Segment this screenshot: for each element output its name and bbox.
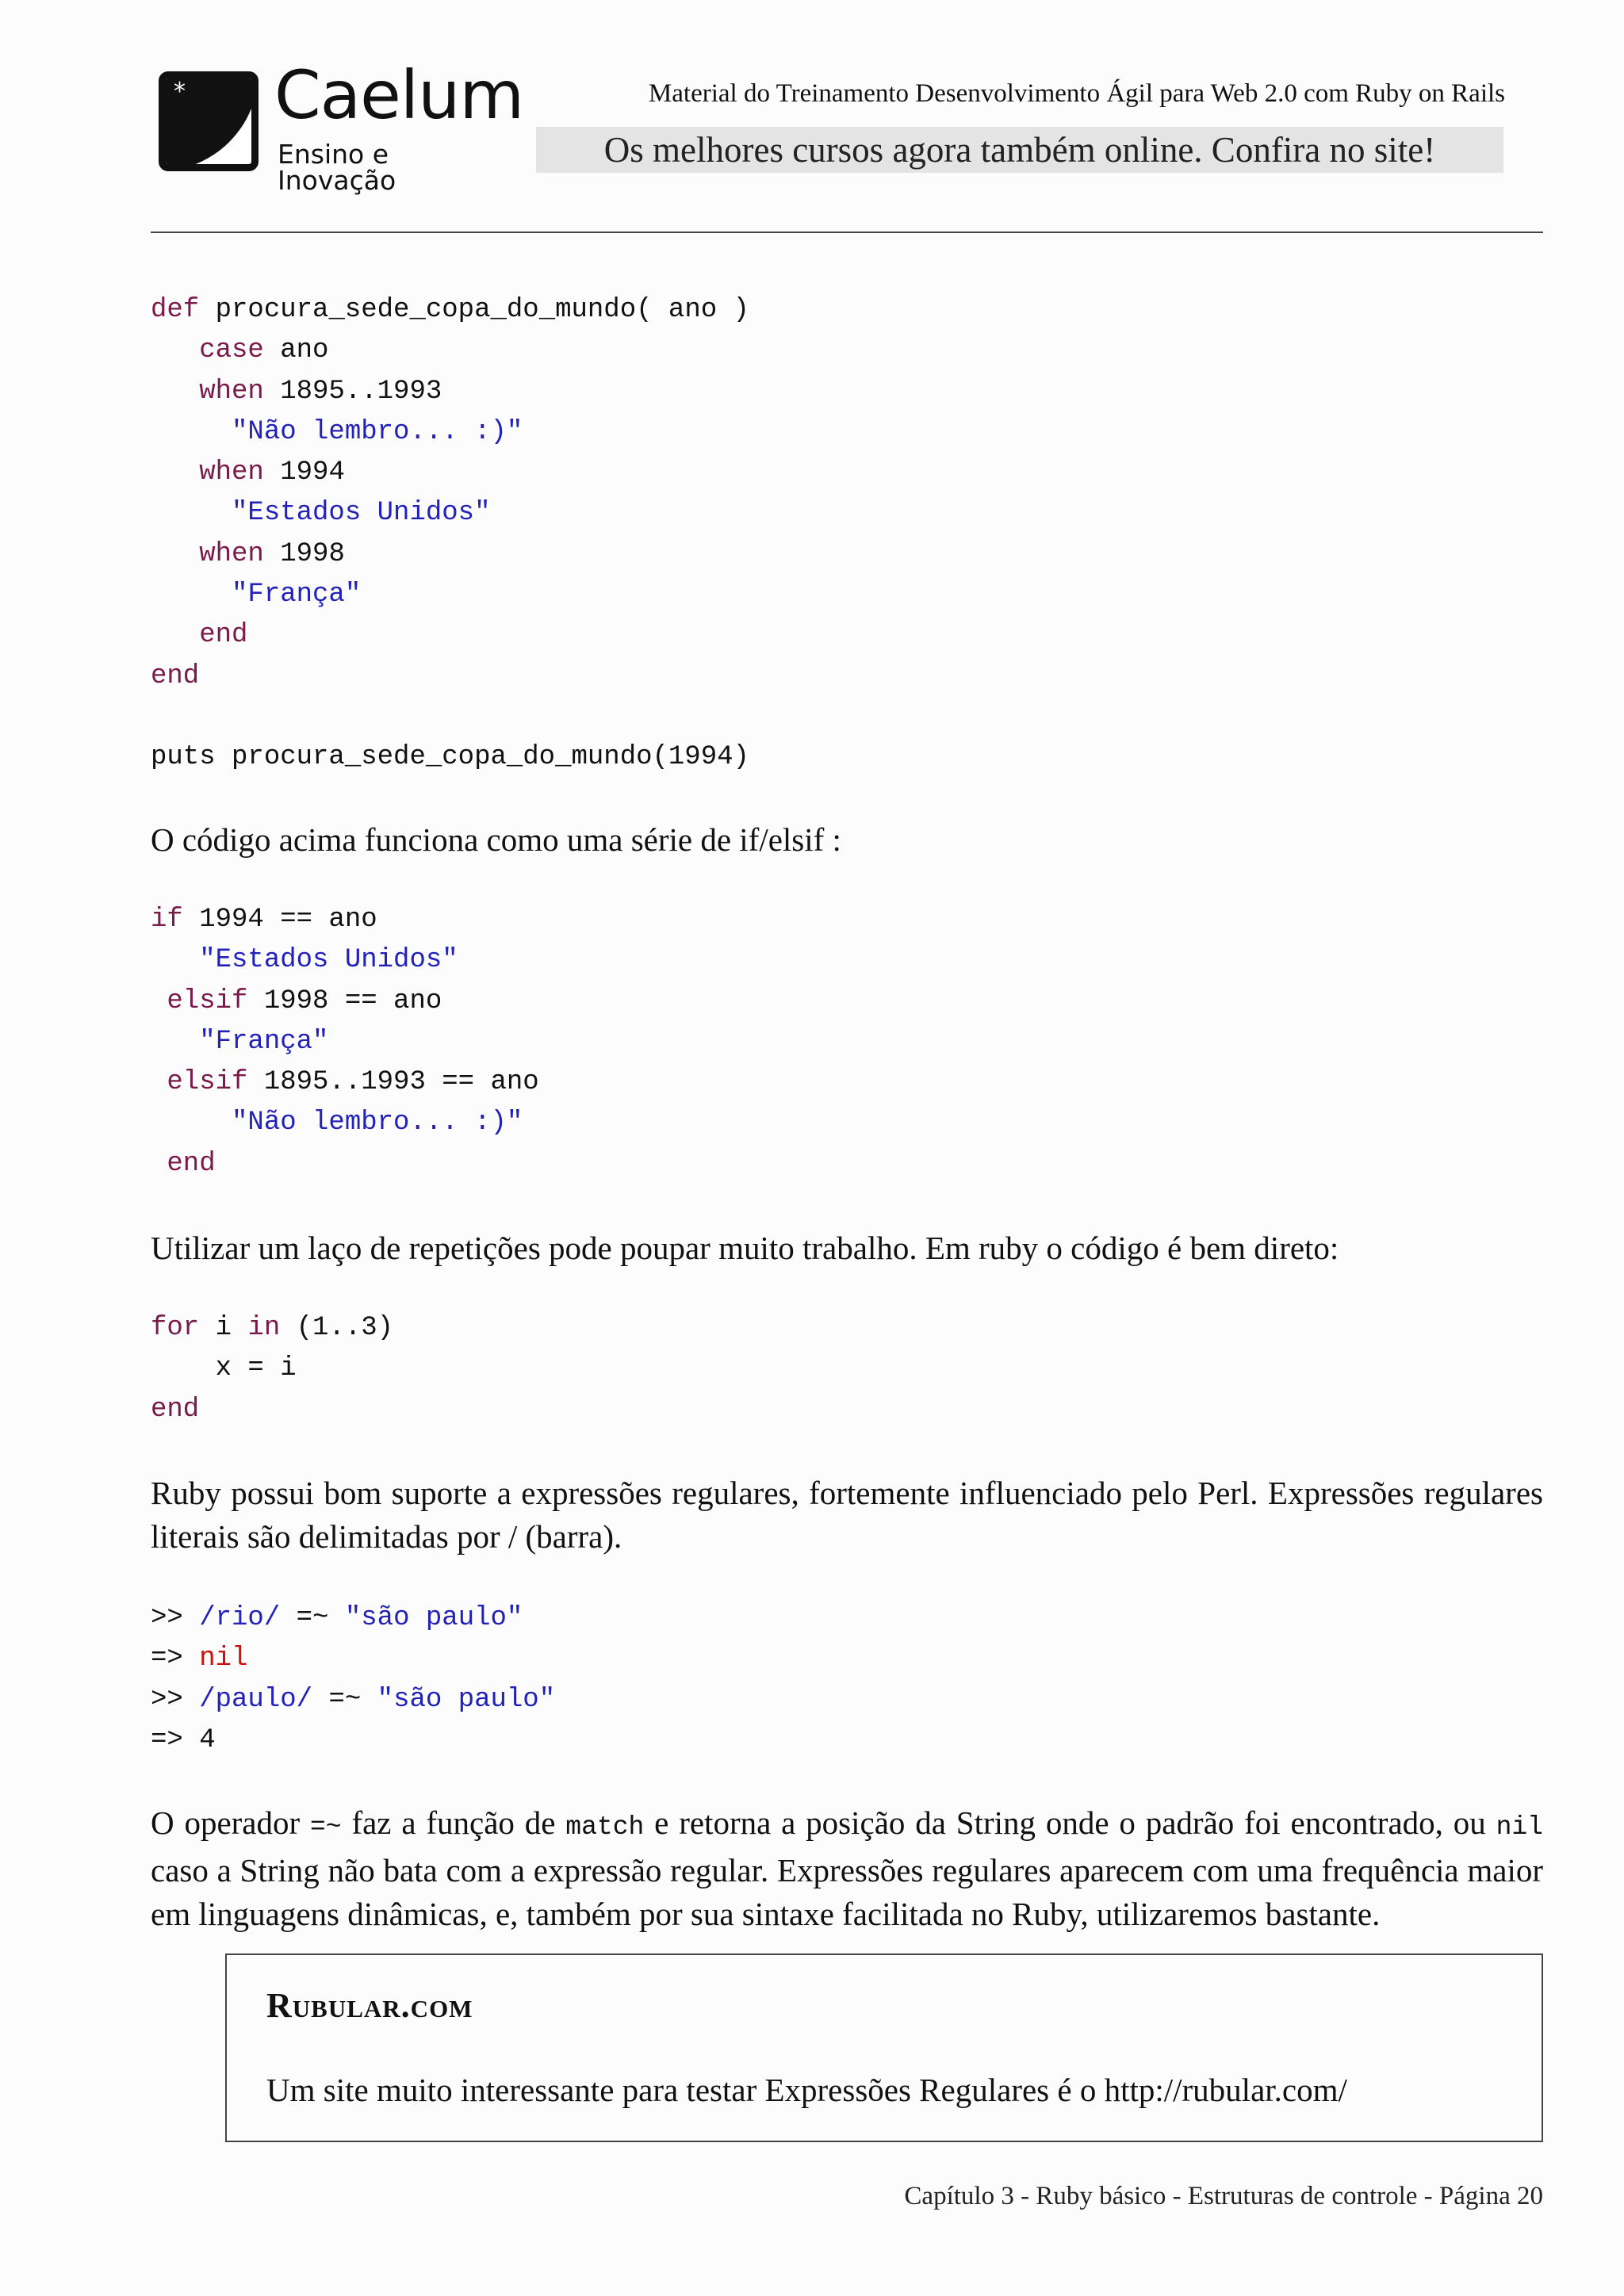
page-footer: Capítulo 3 - Ruby básico - Estruturas de controle - Página 20 xyxy=(904,2182,1543,2210)
code-line: for i in (1..3) xyxy=(151,1313,394,1343)
rubular-callout-box xyxy=(225,1954,1543,2142)
callout-body: Um site muito interessante para testar Expressões Regulares é o http://rubular.com/ xyxy=(266,2072,1347,2108)
code-line: end xyxy=(151,1148,216,1179)
caelum-logo xyxy=(159,56,524,196)
code-line: "Não lembro... :)" xyxy=(151,416,523,447)
training-title: Material do Treinamento Desenvolvimento Ágil para Web 2.0 com Ruby on Rails xyxy=(648,79,1505,108)
code-line: end xyxy=(151,620,248,651)
logo-tagline: Ensino e Inovação xyxy=(278,139,396,196)
code-block-case xyxy=(151,290,749,779)
callout-title: Rubular.com xyxy=(266,1986,473,2025)
paragraph-operator: O operador =~ faz a função de match e retorna a posição da String onde o padrão foi encontrado, ou nil caso a String não bata com a expressão regular. Expressões regulares aparecem com uma frequência maior em linguagens dinâmicas, e, também por sua sintaxe facilitada no Ruby, utilizaremos bastante. xyxy=(151,1804,1543,1932)
code-line: => nil xyxy=(151,1644,248,1674)
code-line: when 1895..1993 xyxy=(151,376,442,407)
code-line: end xyxy=(151,1394,200,1425)
code-line: elsif 1895..1993 == ano xyxy=(151,1067,539,1098)
code-line: >> /paulo/ =~ "são paulo" xyxy=(151,1684,556,1715)
code-line: case ano xyxy=(151,335,329,366)
paragraph-loop: Utilizar um laço de repetições pode poupar muito trabalho. Em ruby o código é bem direto: xyxy=(151,1230,1339,1266)
code-block-for xyxy=(151,1308,393,1430)
code-line: when 1994 xyxy=(151,457,345,488)
paragraph-regex: Ruby possui bom suporte a expressões regulares, fortemente influenciado pelo Perl. Expressões regulares literais são delimitadas por / (barra). xyxy=(151,1475,1543,1555)
code-line: x = i xyxy=(151,1353,297,1384)
code-line: "Estados Unidos" xyxy=(151,498,491,529)
code-line-blank xyxy=(151,697,749,737)
code-line: => 4 xyxy=(151,1724,216,1755)
code-line: when 1998 xyxy=(151,538,345,569)
logo-mark-icon xyxy=(159,71,259,171)
promo-banner: Os melhores cursos agora também online. Confira no site! xyxy=(536,127,1503,173)
code-line: if 1994 == ano xyxy=(151,905,377,935)
code-block-regex xyxy=(151,1598,555,1761)
code-line: elsif 1998 == ano xyxy=(151,985,442,1016)
code-line: >> /rio/ =~ "são paulo" xyxy=(151,1603,523,1633)
code-line: def procura_sede_copa_do_mundo( ano ) xyxy=(151,295,749,325)
paragraph-if-elsif: O código acima funciona como uma série de if/elsif : xyxy=(151,821,841,858)
code-line: "França" xyxy=(151,580,362,610)
code-line: "Estados Unidos" xyxy=(151,945,458,976)
code-line: "Não lembro... :)" xyxy=(151,1108,523,1138)
header-divider xyxy=(151,232,1543,233)
logo-star: * xyxy=(174,78,186,105)
code-block-if-elsif xyxy=(151,900,539,1184)
code-line: puts procura_sede_copa_do_mundo(1994) xyxy=(151,742,749,773)
code-line: end xyxy=(151,660,200,691)
code-line: "França" xyxy=(151,1026,329,1057)
logo-name: Caelum xyxy=(274,56,524,134)
